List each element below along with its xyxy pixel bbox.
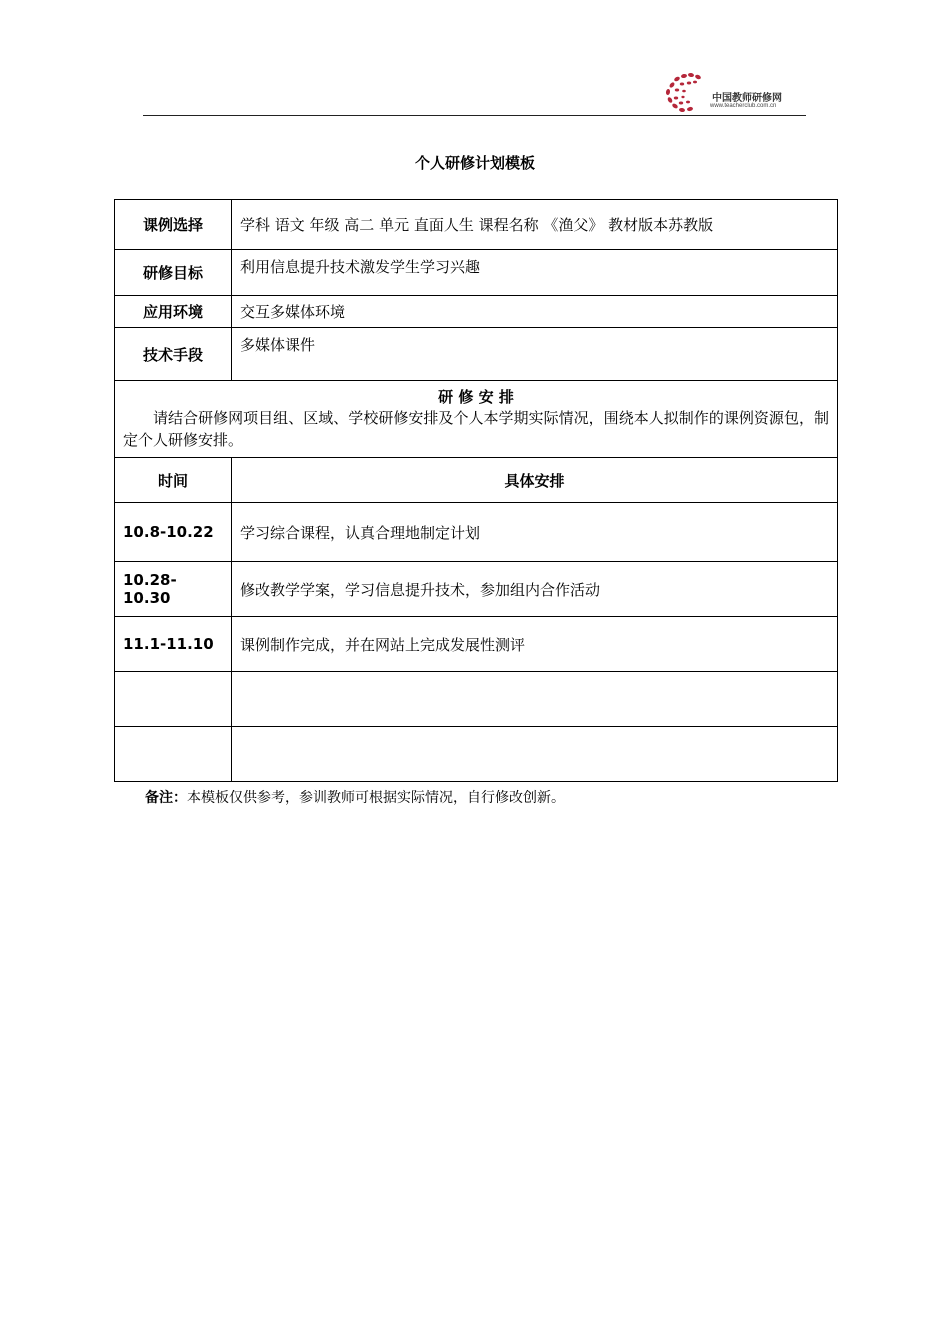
logo-flower-icon bbox=[662, 70, 710, 114]
footnote-label: 备注： bbox=[145, 790, 187, 806]
info-value: 多媒体课件 bbox=[232, 328, 838, 381]
info-value: 学科 语文 年级 高二 单元 直面人生 课程名称 《渔父》 教材版本苏教版 bbox=[232, 200, 838, 250]
schedule-time: 11.1-11.10 bbox=[115, 617, 232, 672]
schedule-time bbox=[115, 672, 232, 727]
info-value: 利用信息提升技术激发学生学习兴趣 bbox=[232, 250, 838, 296]
logo-url: www.teacherclub.com.cn bbox=[710, 103, 777, 109]
arrangement-cell bbox=[115, 381, 838, 458]
arrangement-row bbox=[115, 381, 838, 458]
schedule-time: 10.28-10.30 bbox=[115, 562, 232, 617]
schedule-time: 10.8-10.22 bbox=[115, 503, 232, 562]
info-row-course bbox=[115, 200, 838, 250]
schedule-col-detail: 具体安排 bbox=[232, 458, 838, 503]
schedule-row bbox=[115, 617, 838, 672]
info-label: 研修目标 bbox=[115, 250, 232, 296]
footnote-text: 本模板仅供参考，参训教师可根据实际情况，自行修改创新。 bbox=[187, 790, 565, 806]
info-label: 应用环境 bbox=[115, 296, 232, 328]
info-label: 课例选择 bbox=[115, 200, 232, 250]
arrangement-heading: 研 修 安 排 bbox=[438, 388, 514, 406]
footnote bbox=[145, 787, 565, 807]
plan-table bbox=[114, 199, 838, 782]
schedule-detail: 学习综合课程，认真合理地制定计划 bbox=[232, 503, 838, 562]
info-row-technique bbox=[115, 328, 838, 381]
schedule-row bbox=[115, 672, 838, 727]
logo-name: 中国教师研修网 bbox=[712, 93, 782, 104]
arrangement-description: 请结合研修网项目组、区域、学校研修安排及个人本学期实际情况，围绕本人拟制作的课例资源包，制定个人研修安排。 bbox=[123, 409, 829, 449]
schedule-row bbox=[115, 503, 838, 562]
schedule-row bbox=[115, 727, 838, 782]
schedule-detail bbox=[232, 672, 838, 727]
info-row-environment bbox=[115, 296, 838, 328]
logo bbox=[662, 70, 812, 114]
schedule-detail: 修改教学学案，学习信息提升技术，参加组内合作活动 bbox=[232, 562, 838, 617]
document-title: 个人研修计划模板 bbox=[414, 154, 535, 172]
schedule-header-row bbox=[115, 458, 838, 503]
schedule-detail: 课例制作完成，并在网站上完成发展性测评 bbox=[232, 617, 838, 672]
header-divider bbox=[143, 115, 806, 116]
info-label: 技术手段 bbox=[115, 328, 232, 381]
schedule-col-time: 时间 bbox=[115, 458, 232, 503]
info-value: 交互多媒体环境 bbox=[232, 296, 838, 328]
info-row-goal bbox=[115, 250, 838, 296]
schedule-time bbox=[115, 727, 232, 782]
schedule-detail bbox=[232, 727, 838, 782]
schedule-row bbox=[115, 562, 838, 617]
